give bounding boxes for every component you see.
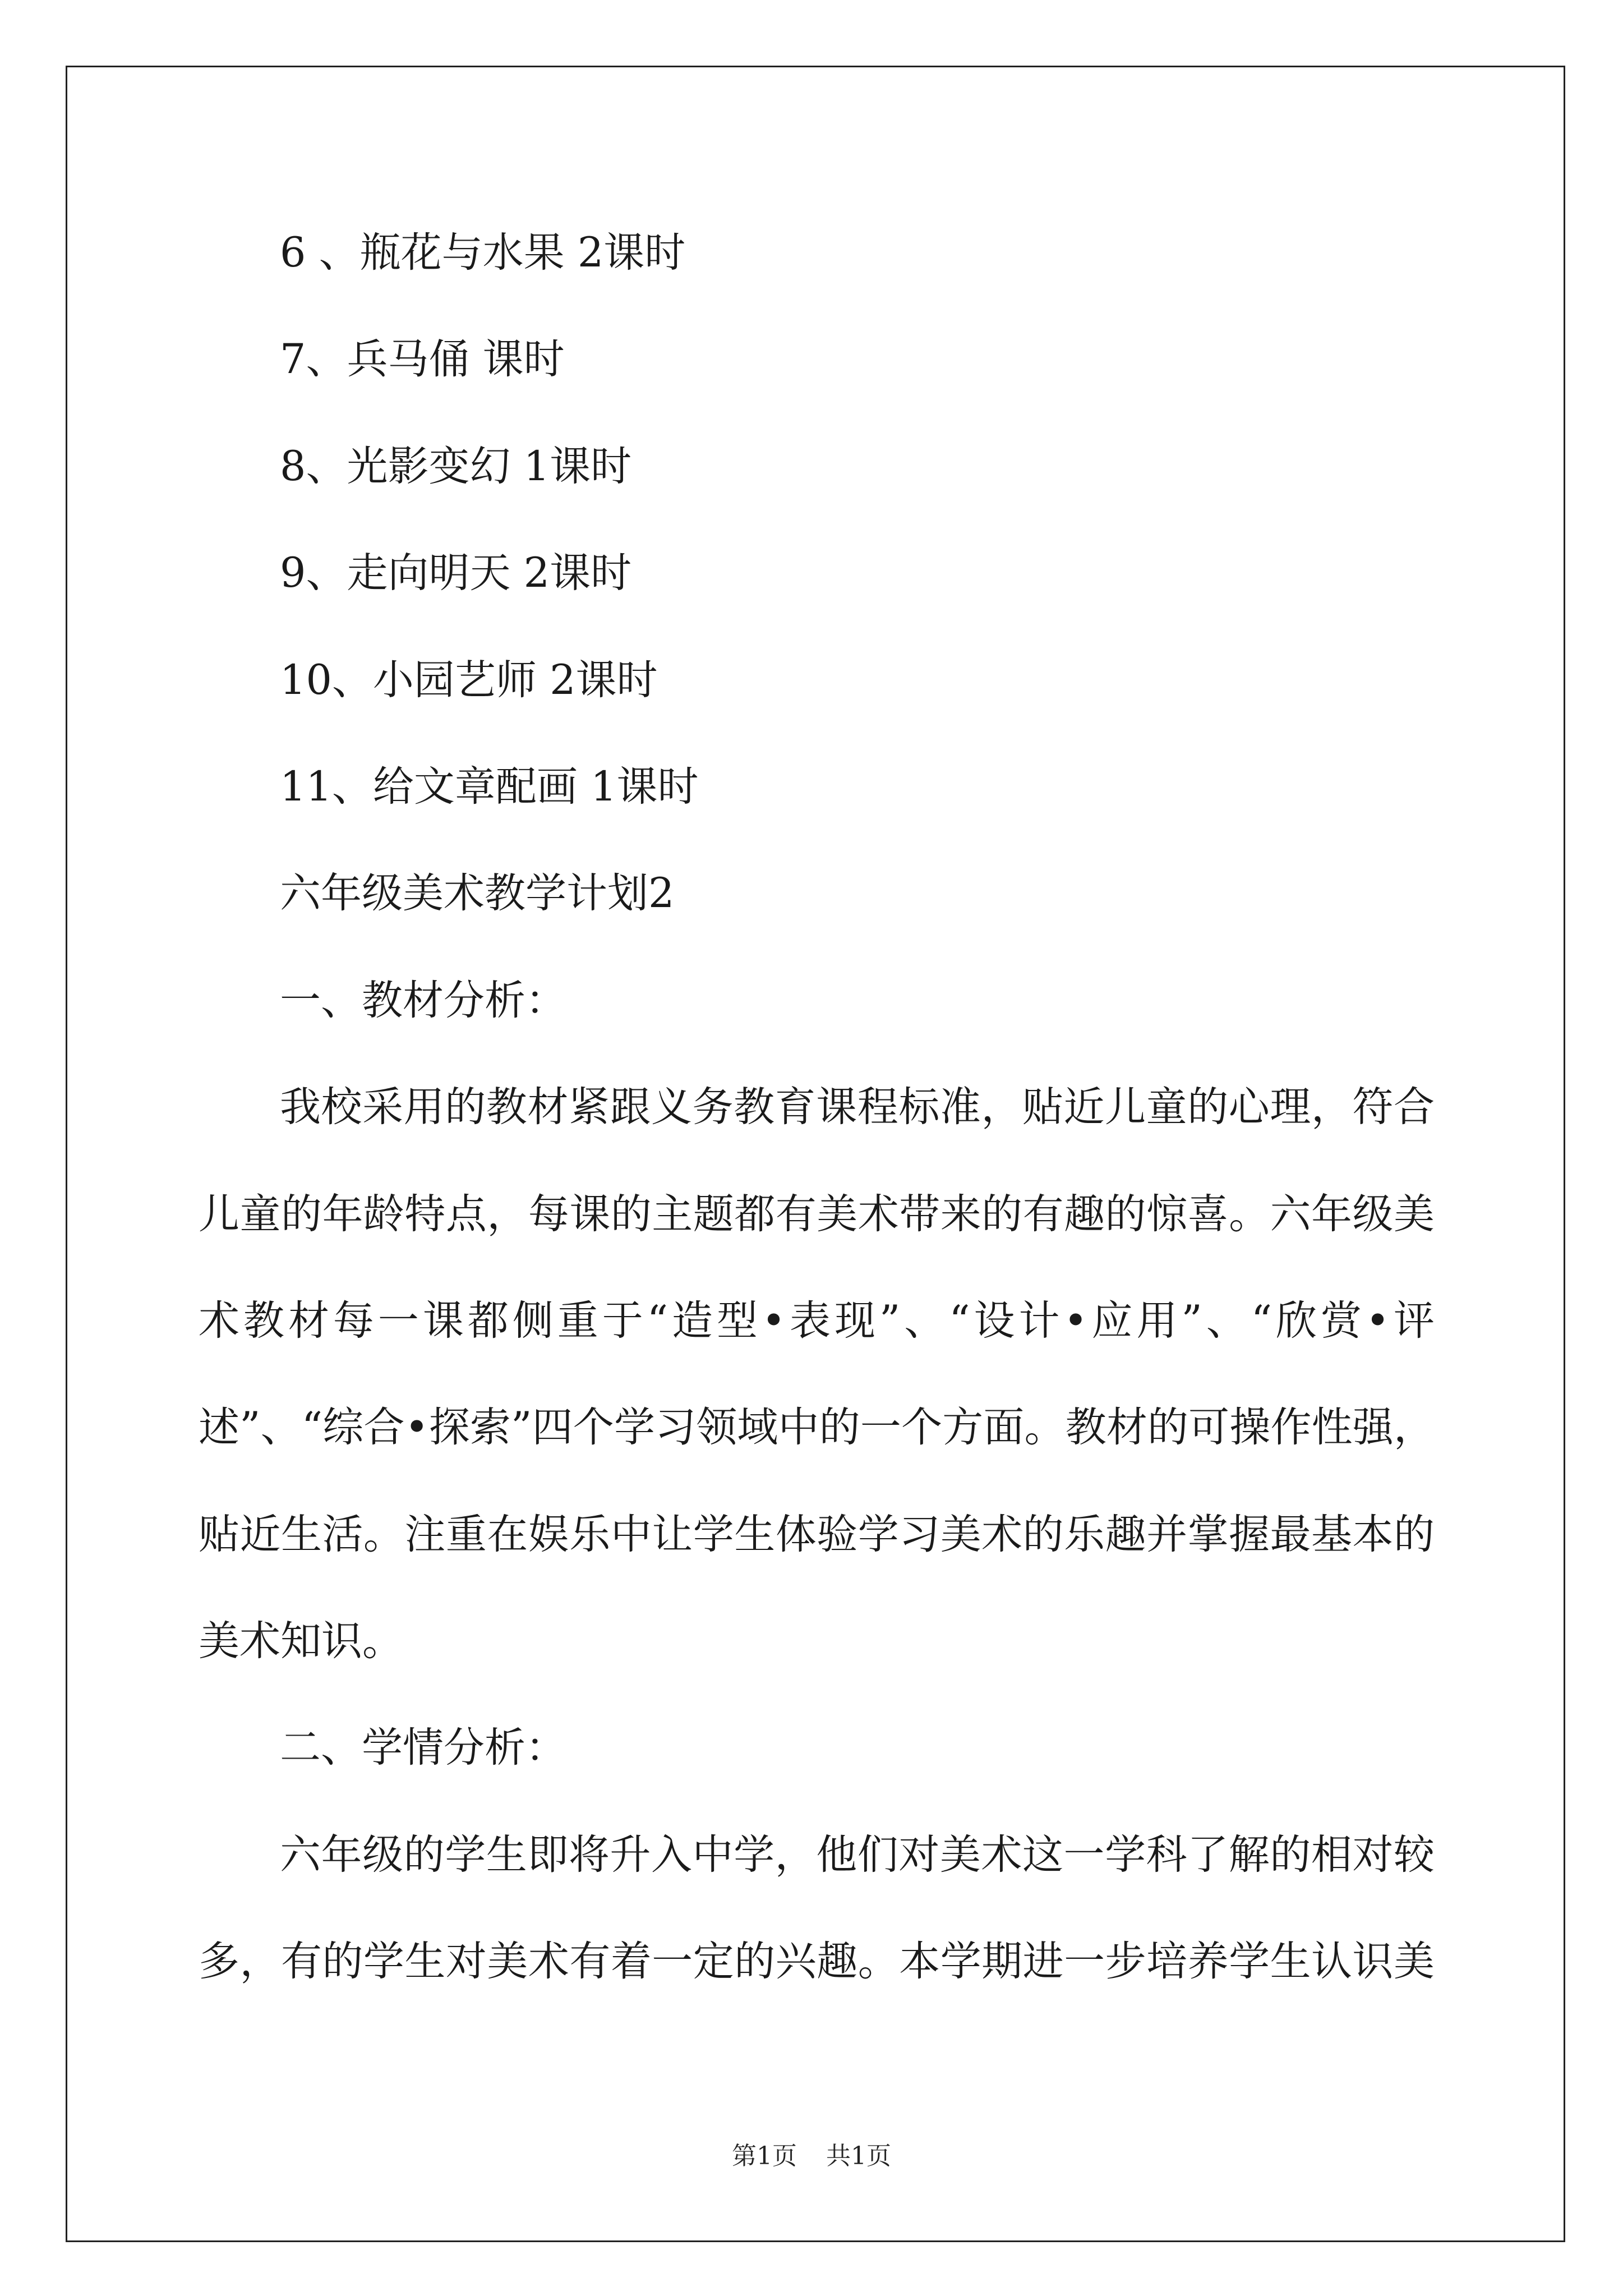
paragraph-line: 多，有的学生对美术有着一定的兴趣。本学期进一步培养学生认识美 — [199, 1938, 1435, 1986]
list-item: 7、兵马俑 课时 — [280, 335, 565, 384]
plan-title: 六年级美术教学计划2 — [280, 869, 675, 918]
paragraph-line: 贴近生活。注重在娱乐中让学生体验学习美术的乐趣并掌握最基本的 — [199, 1510, 1435, 1558]
paragraph-line: 我校采用的教材紧跟义务教育课程标准，贴近儿童的心理，符合 — [280, 1083, 1435, 1131]
list-item: 9、走向明天 2课时 — [280, 549, 632, 597]
page-number: 第1页 — [732, 2142, 797, 2170]
page-total: 共1页 — [826, 2142, 891, 2170]
paragraph-line: 述”、“综合•探索”四个学习领域中的一个方面。教材的可操作性强， — [199, 1404, 1435, 1452]
paragraph-line: 美术知识。 — [199, 1617, 403, 1665]
section-heading: 二、学情分析： — [280, 1724, 566, 1772]
list-item: 11、给文章配画 1课时 — [280, 762, 699, 811]
paragraph-line: 术教材每一课都侧重于“造型•表现”、“设计•应用”、“欣赏•评 — [199, 1296, 1435, 1345]
list-item: 6 、瓶花与水果 2课时 — [280, 229, 686, 277]
document-body — [199, 200, 1435, 2016]
list-item: 8、光影变幻 1课时 — [280, 442, 632, 490]
section-heading: 一、教材分析： — [280, 976, 566, 1024]
page-footer — [0, 2139, 1623, 2173]
list-item: 10、小园艺师 2课时 — [280, 656, 658, 704]
paragraph-line: 六年级的学生即将升入中学，他们对美术这一学科了解的相对较 — [280, 1830, 1435, 1879]
paragraph-line: 儿童的年龄特点，每课的主题都有美术带来的有趣的惊喜。六年级美 — [199, 1190, 1435, 1238]
